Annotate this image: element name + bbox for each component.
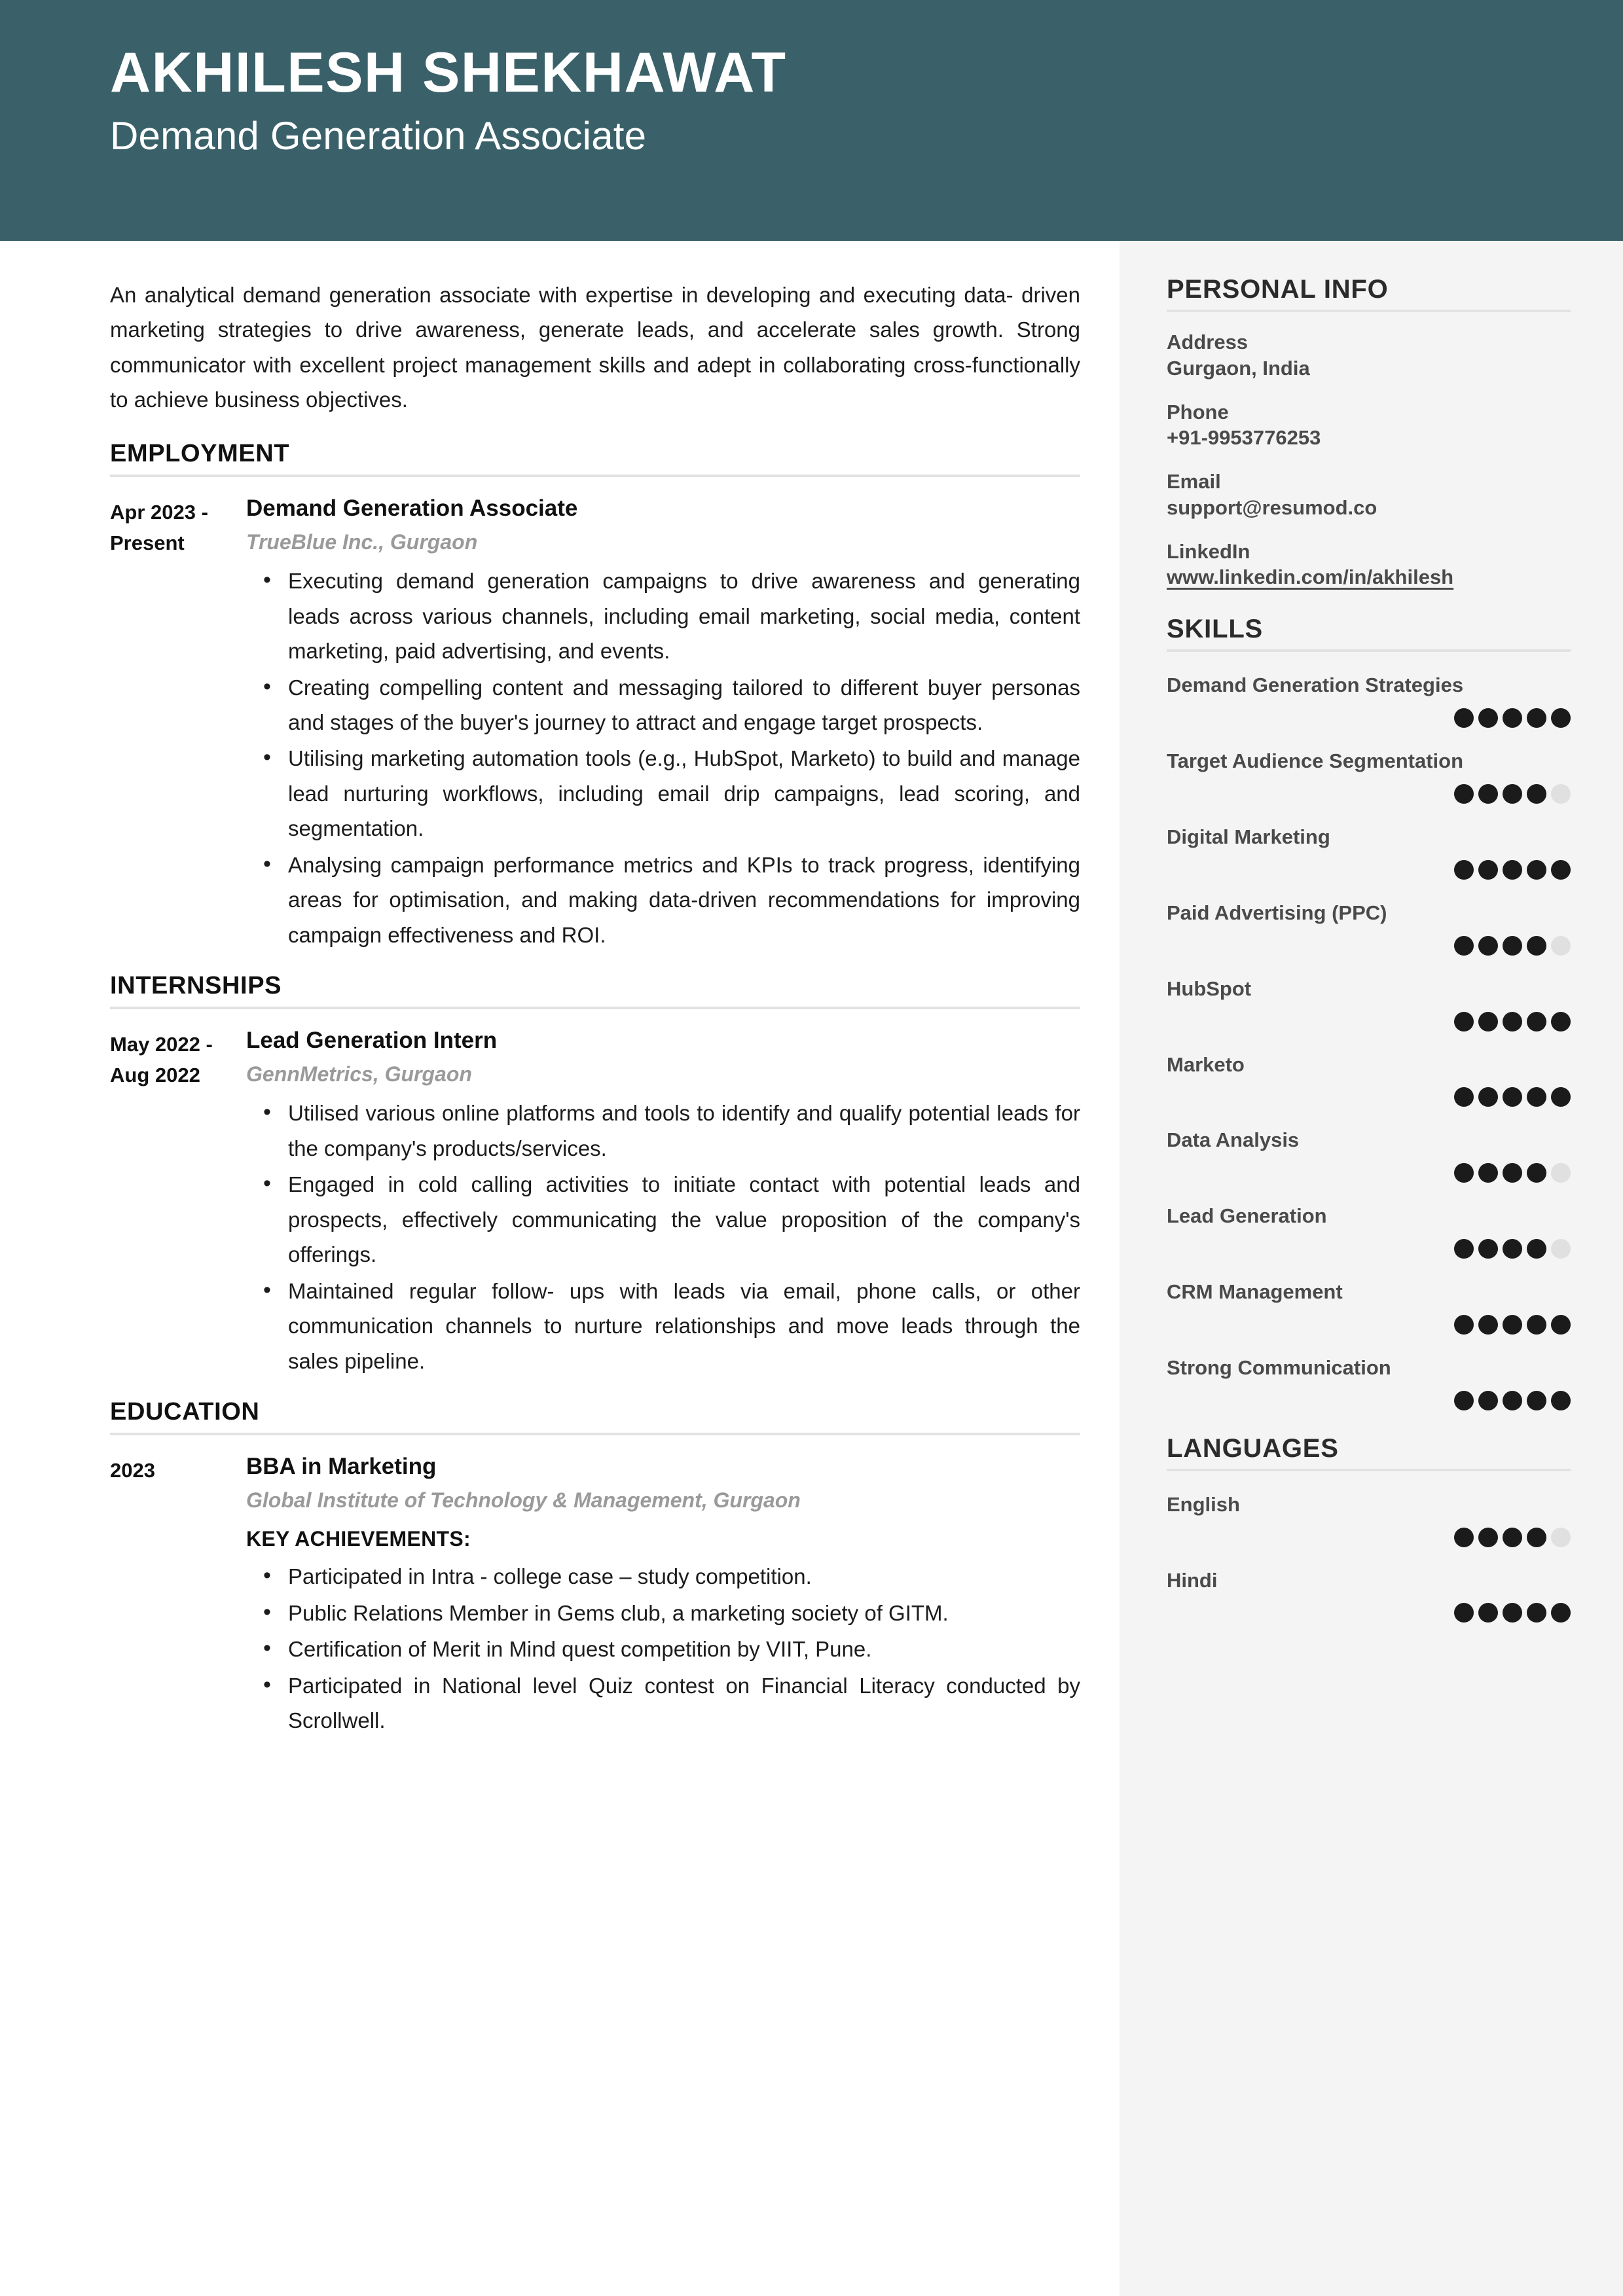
rating-dot bbox=[1551, 1603, 1571, 1623]
sidebar-heading-personal-info: PERSONAL INFO bbox=[1167, 275, 1571, 312]
rating-dot bbox=[1454, 1315, 1474, 1335]
info-value: +91-9953776253 bbox=[1167, 426, 1321, 450]
rating-dot bbox=[1503, 708, 1522, 728]
section-heading-education: EDUCATION bbox=[110, 1398, 1080, 1435]
education-institute: Global Institute of Technology & Management, Gurgaon bbox=[246, 1488, 801, 1512]
rating-dot bbox=[1503, 1239, 1522, 1259]
education-degree: BBA in Marketing bbox=[246, 1454, 437, 1480]
rating-dot bbox=[1527, 1391, 1546, 1410]
rating-dot bbox=[1478, 784, 1498, 804]
entry-bullet-list bbox=[246, 1096, 1080, 1378]
language-rating-dots bbox=[1167, 1528, 1571, 1547]
rating-dot bbox=[1478, 1012, 1498, 1031]
skill-rating-dots bbox=[1167, 1315, 1571, 1335]
rating-dot bbox=[1478, 1603, 1498, 1623]
entry-date-from: Apr 2023 - bbox=[110, 500, 208, 524]
list-item: • Analysing campaign performance metrics and KPIs to track progress, identifying areas for optimisation, and making data-driven recommendations for improving campaign effectiveness and ROI. bbox=[288, 848, 1080, 952]
skill-rating-dots bbox=[1167, 860, 1571, 880]
language-item bbox=[1167, 1491, 1571, 1547]
entry-bullet-list bbox=[246, 1559, 1080, 1738]
rating-dot bbox=[1527, 1012, 1546, 1031]
rating-dot bbox=[1503, 1163, 1522, 1183]
rating-dot bbox=[1454, 1087, 1474, 1107]
skill-item bbox=[1167, 1202, 1571, 1259]
section-internships bbox=[110, 972, 1080, 1380]
rating-dot bbox=[1478, 1163, 1498, 1183]
skill-item bbox=[1167, 1278, 1571, 1335]
sidebar-heading-skills: SKILLS bbox=[1167, 615, 1571, 652]
rating-dot bbox=[1478, 708, 1498, 728]
skill-name: Strong Communication bbox=[1167, 1355, 1391, 1379]
skill-item bbox=[1167, 672, 1571, 728]
rating-dot bbox=[1527, 1603, 1546, 1623]
info-value: support@resumod.co bbox=[1167, 495, 1377, 519]
personal-info-phone bbox=[1167, 399, 1571, 452]
list-item: • Creating compelling content and messaging tailored to different buyer personas and stages of the buyer's journey to attract and engage target prospects. bbox=[288, 670, 1080, 740]
rating-dot bbox=[1551, 1087, 1571, 1107]
rating-dot bbox=[1503, 1603, 1522, 1623]
skill-name: Data Analysis bbox=[1167, 1128, 1300, 1152]
rating-dot bbox=[1478, 1239, 1498, 1259]
rating-dot bbox=[1478, 1087, 1498, 1107]
skill-rating-dots bbox=[1167, 1012, 1571, 1031]
sidebar bbox=[1120, 241, 1623, 2296]
rating-dot bbox=[1478, 936, 1498, 956]
skill-item bbox=[1167, 899, 1571, 956]
personal-info-linkedin bbox=[1167, 539, 1571, 592]
list-item: • Certification of Merit in Mind quest competition by VIIT, Pune. bbox=[288, 1632, 1080, 1666]
rating-dot bbox=[1527, 1087, 1546, 1107]
entry-details bbox=[246, 1452, 1080, 1740]
rating-dot bbox=[1527, 708, 1546, 728]
section-employment bbox=[110, 440, 1080, 954]
rating-dot bbox=[1454, 1391, 1474, 1410]
list-item: • Public Relations Member in Gems club, a marketing society of GITM. bbox=[288, 1596, 1080, 1630]
skill-item bbox=[1167, 747, 1571, 804]
rating-dot bbox=[1527, 784, 1546, 804]
section-heading-employment: EMPLOYMENT bbox=[110, 440, 1080, 477]
rating-dot bbox=[1454, 784, 1474, 804]
entry-organization: GennMetrics, Gurgaon bbox=[246, 1062, 472, 1086]
skill-name: Digital Marketing bbox=[1167, 825, 1330, 848]
list-item: • Participated in National level Quiz contest on Financial Literacy conducted by Scrollwell. bbox=[288, 1668, 1080, 1738]
resume-header bbox=[0, 0, 1623, 241]
skill-rating-dots bbox=[1167, 784, 1571, 804]
info-label: Phone bbox=[1167, 400, 1229, 423]
personal-info-address bbox=[1167, 329, 1571, 382]
list-item: • Maintained regular follow- ups with leads via email, phone calls, or other communication channels to nurture relationships and move leads through the sales pipeline. bbox=[288, 1274, 1080, 1378]
language-item bbox=[1167, 1567, 1571, 1623]
entry-date-to: Aug 2022 bbox=[110, 1064, 200, 1087]
rating-dot bbox=[1503, 1012, 1522, 1031]
rating-dot bbox=[1503, 936, 1522, 956]
key-achievements-label: KEY ACHIEVEMENTS: bbox=[246, 1527, 471, 1551]
rating-dot bbox=[1527, 1239, 1546, 1259]
skill-item bbox=[1167, 1126, 1571, 1183]
language-rating-dots bbox=[1167, 1603, 1571, 1623]
list-item: • Engaged in cold calling activities to initiate contact with potential leads and prospects, effectively communicating the value proposition of the company's offerings. bbox=[288, 1167, 1080, 1272]
rating-dot bbox=[1454, 708, 1474, 728]
rating-dot bbox=[1527, 1163, 1546, 1183]
skill-rating-dots bbox=[1167, 1239, 1571, 1259]
info-label: LinkedIn bbox=[1167, 539, 1250, 563]
skill-name: Paid Advertising (PPC) bbox=[1167, 901, 1387, 924]
entry-bullet-list bbox=[246, 564, 1080, 952]
language-name: Hindi bbox=[1167, 1568, 1218, 1592]
skill-rating-dots bbox=[1167, 708, 1571, 728]
rating-dot bbox=[1454, 1603, 1474, 1623]
skill-name: Marketo bbox=[1167, 1052, 1245, 1076]
languages-list bbox=[1167, 1491, 1571, 1623]
rating-dot bbox=[1454, 1528, 1474, 1547]
skill-item bbox=[1167, 975, 1571, 1031]
info-value: Gurgaon, India bbox=[1167, 356, 1310, 380]
info-label: Email bbox=[1167, 470, 1221, 493]
rating-dot bbox=[1478, 1315, 1498, 1335]
entry-date-range bbox=[110, 1452, 246, 1740]
education-entry bbox=[110, 1452, 1080, 1740]
rating-dot bbox=[1527, 860, 1546, 880]
entry-role-title: Demand Generation Associate bbox=[246, 495, 578, 521]
rating-dot bbox=[1551, 1163, 1571, 1183]
rating-dot bbox=[1454, 1012, 1474, 1031]
entry-organization: TrueBlue Inc., Gurgaon bbox=[246, 529, 478, 554]
rating-dot bbox=[1503, 784, 1522, 804]
rating-dot bbox=[1454, 936, 1474, 956]
skills-list bbox=[1167, 672, 1571, 1410]
skill-name: Demand Generation Strategies bbox=[1167, 673, 1464, 697]
rating-dot bbox=[1527, 936, 1546, 956]
rating-dot bbox=[1551, 1012, 1571, 1031]
list-item: • Participated in Intra - college case – study competition. bbox=[288, 1559, 1080, 1594]
rating-dot bbox=[1551, 1528, 1571, 1547]
skill-rating-dots bbox=[1167, 936, 1571, 956]
language-name: English bbox=[1167, 1492, 1240, 1516]
rating-dot bbox=[1478, 860, 1498, 880]
rating-dot bbox=[1454, 1163, 1474, 1183]
rating-dot bbox=[1503, 860, 1522, 880]
rating-dot bbox=[1478, 1528, 1498, 1547]
skill-name: HubSpot bbox=[1167, 977, 1252, 1000]
sidebar-heading-languages: LANGUAGES bbox=[1167, 1434, 1571, 1471]
skill-name: Lead Generation bbox=[1167, 1204, 1327, 1228]
section-heading-internships: INTERNSHIPS bbox=[110, 972, 1080, 1009]
main-column bbox=[0, 241, 1120, 2296]
rating-dot bbox=[1478, 1391, 1498, 1410]
entry-date-range bbox=[110, 494, 246, 954]
skill-rating-dots bbox=[1167, 1087, 1571, 1107]
skill-rating-dots bbox=[1167, 1163, 1571, 1183]
skill-item bbox=[1167, 1354, 1571, 1410]
rating-dot bbox=[1503, 1315, 1522, 1335]
rating-dot bbox=[1503, 1391, 1522, 1410]
list-item: • Utilised various online platforms and tools to identify and qualify potential leads for the company's products/services. bbox=[288, 1096, 1080, 1166]
rating-dot bbox=[1503, 1528, 1522, 1547]
skill-name: CRM Management bbox=[1167, 1280, 1343, 1304]
rating-dot bbox=[1454, 1239, 1474, 1259]
entry-date-from: May 2022 - bbox=[110, 1033, 213, 1056]
rating-dot bbox=[1551, 1315, 1571, 1335]
list-item: • Executing demand generation campaigns to drive awareness and generating leads across various channels, including email marketing, social media, content marketing, paid advertising, and events. bbox=[288, 564, 1080, 668]
resume-body bbox=[0, 241, 1623, 2296]
skill-name: Target Audience Segmentation bbox=[1167, 749, 1464, 773]
list-item: • Utilising marketing automation tools (e.g., HubSpot, Marketo) to build and manage lead nurturing workflows, including email drip campaigns, lead scoring, and segmentation. bbox=[288, 741, 1080, 846]
rating-dot bbox=[1551, 784, 1571, 804]
entry-role-title: Lead Generation Intern bbox=[246, 1028, 498, 1054]
rating-dot bbox=[1503, 1087, 1522, 1107]
professional-summary: An analytical demand generation associate with expertise in developing and executing data- driven marketing strategies to drive awareness, generate leads, and accelerate sales growth. Strong communicator with excellent project management skills and adept in collaborating cross-functionally to achieve business objectives. bbox=[110, 283, 1080, 412]
rating-dot bbox=[1551, 860, 1571, 880]
info-label: Address bbox=[1167, 331, 1249, 353]
internship-entry bbox=[110, 1026, 1080, 1380]
rating-dot bbox=[1527, 1528, 1546, 1547]
entry-details bbox=[246, 1026, 1080, 1380]
page-title: AKHILESH SHEKHAWAT bbox=[110, 41, 787, 104]
header-job-title: Demand Generation Associate bbox=[110, 113, 647, 158]
personal-info-email bbox=[1167, 469, 1571, 522]
rating-dot bbox=[1527, 1315, 1546, 1335]
rating-dot bbox=[1551, 1239, 1571, 1259]
rating-dot bbox=[1551, 936, 1571, 956]
employment-entry bbox=[110, 494, 1080, 954]
skill-item bbox=[1167, 823, 1571, 880]
entry-details bbox=[246, 494, 1080, 954]
entry-date-to: Present bbox=[110, 531, 185, 554]
rating-dot bbox=[1551, 708, 1571, 728]
rating-dot bbox=[1551, 1391, 1571, 1410]
skill-rating-dots bbox=[1167, 1391, 1571, 1410]
rating-dot bbox=[1454, 860, 1474, 880]
skill-item bbox=[1167, 1051, 1571, 1107]
entry-date-from: 2023 bbox=[110, 1459, 155, 1482]
linkedin-link[interactable]: www.linkedin.com/in/akhilesh bbox=[1167, 565, 1454, 589]
entry-date-range bbox=[110, 1026, 246, 1380]
section-education bbox=[110, 1398, 1080, 1740]
